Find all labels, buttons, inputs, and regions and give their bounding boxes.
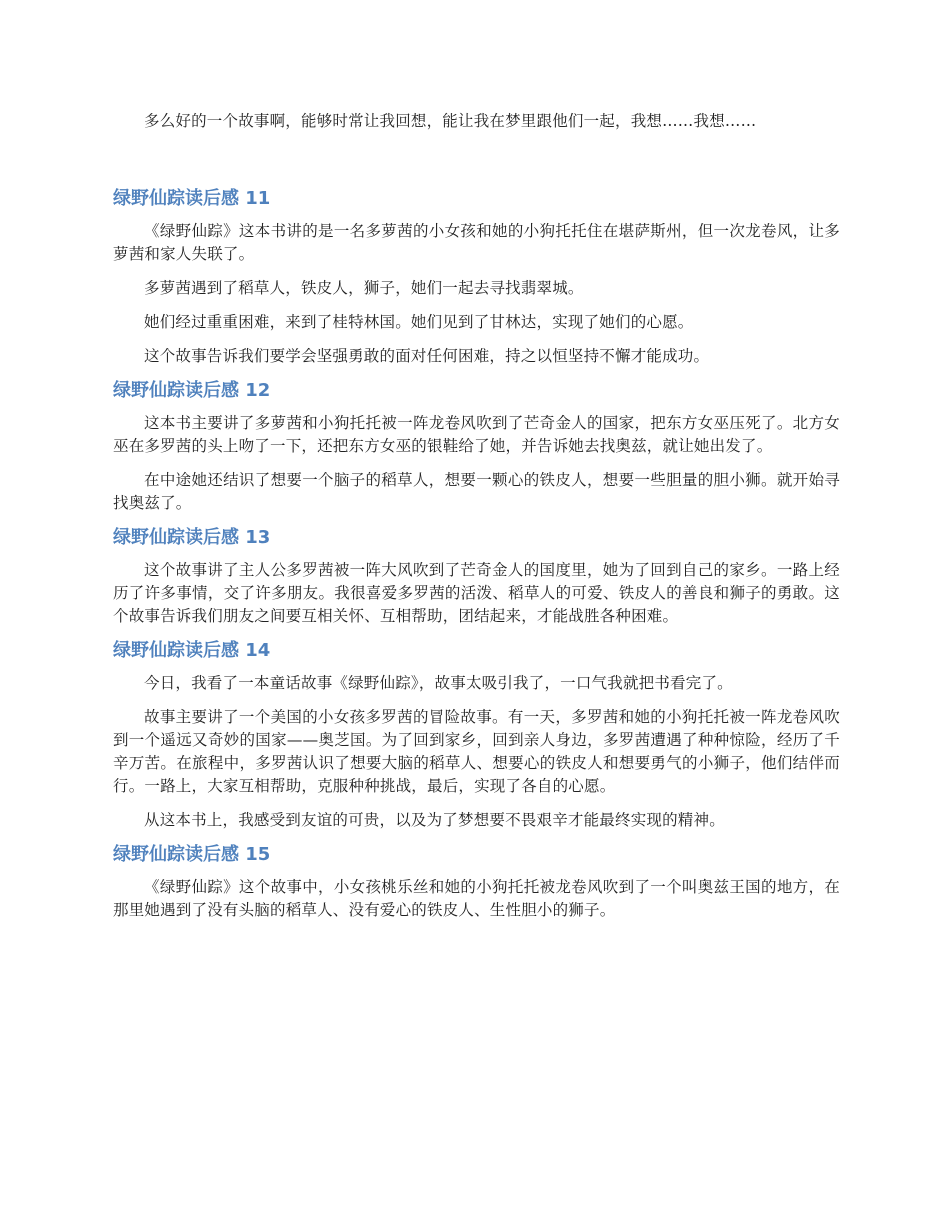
section-12 <box>113 379 840 515</box>
document-page <box>113 110 840 933</box>
section-title: 绿野仙踪读后感 12 <box>113 380 271 401</box>
section-title: 绿野仙踪读后感 15 <box>113 844 271 865</box>
section-paragraph: 在中途她还结识了想要一个脑子的稻草人，想要一颗心的铁皮人，想要一些胆量的胆小狮。就开始寻找奥兹了。 <box>113 471 840 512</box>
section-paragraph: 《绿野仙踪》这本书讲的是一名多萝茜的小女孩和她的小狗托托住在堪萨斯州，但一次龙卷风，让多萝茜和家人失联了。 <box>113 222 840 263</box>
section-11 <box>113 187 840 368</box>
section-paragraph: 这本书主要讲了多萝茜和小狗托托被一阵龙卷风吹到了芒奇金人的国家，把东方女巫压死了。北方女巫在多罗茜的头上吻了一下，还把东方女巫的银鞋给了她，并告诉她去找奥兹，就让她出发了。 <box>113 414 840 455</box>
section-13 <box>113 526 840 628</box>
intro-paragraph: 多么好的一个故事啊，能够时常让我回想，能让我在梦里跟他们一起，我想……我想…… <box>144 112 757 130</box>
section-paragraph: 多萝茜遇到了稻草人，铁皮人，狮子，她们一起去寻找翡翠城。 <box>144 279 584 297</box>
section-title: 绿野仙踪读后感 11 <box>113 188 271 209</box>
section-paragraph: 从这本书上，我感受到友谊的可贵，以及为了梦想要不畏艰辛才能最终实现的精神。 <box>144 811 725 829</box>
section-paragraph: 故事主要讲了一个美国的小女孩多罗茜的冒险故事。有一天，多罗茜和她的小狗托托被一阵龙卷风吹到一个遥远又奇妙的国家——奥芝国。为了回到家乡，回到亲人身边，多罗茜遭遇了种种惊险，经历了千辛万苦。在旅程中，多罗茜认识了想要大脑的稻草人、想要心的铁皮人和想要勇气的小狮子，他们结伴而行。一路上，大家互相帮助，克服种种挑战，最后，实现了各自的心愿。 <box>113 708 840 795</box>
section-paragraph: 她们经过重重困难，来到了桂特林国。她们见到了甘林达，实现了她们的心愿。 <box>144 313 694 331</box>
section-paragraph: 《绿野仙踪》这个故事中，小女孩桃乐丝和她的小狗托托被龙卷风吹到了一个叫奥兹王国的地方，在那里她遇到了没有头脑的稻草人、没有爱心的铁皮人、生性胆小的狮子。 <box>113 878 840 919</box>
section-spacer <box>113 144 840 187</box>
section-14 <box>113 639 840 832</box>
section-paragraph: 今日，我看了一本童话故事《绿野仙踪》，故事太吸引我了，一口气我就把书看完了。 <box>144 674 733 692</box>
section-title: 绿野仙踪读后感 14 <box>113 640 271 661</box>
section-paragraph: 这个故事告诉我们要学会坚强勇敢的面对任何困难，持之以恒坚持不懈才能成功。 <box>144 347 710 365</box>
section-15 <box>113 843 840 922</box>
section-title: 绿野仙踪读后感 13 <box>113 527 271 548</box>
section-paragraph: 这个故事讲了主人公多罗茜被一阵大风吹到了芒奇金人的国度里，她为了回到自己的家乡。一路上经历了许多事情，交了许多朋友。我很喜爱多罗茜的活泼、稻草人的可爱、铁皮人的善良和狮子的勇敢。这个故事告诉我们朋友之间要互相关怀、互相帮助，团结起来，才能战胜各种困难。 <box>113 561 840 625</box>
